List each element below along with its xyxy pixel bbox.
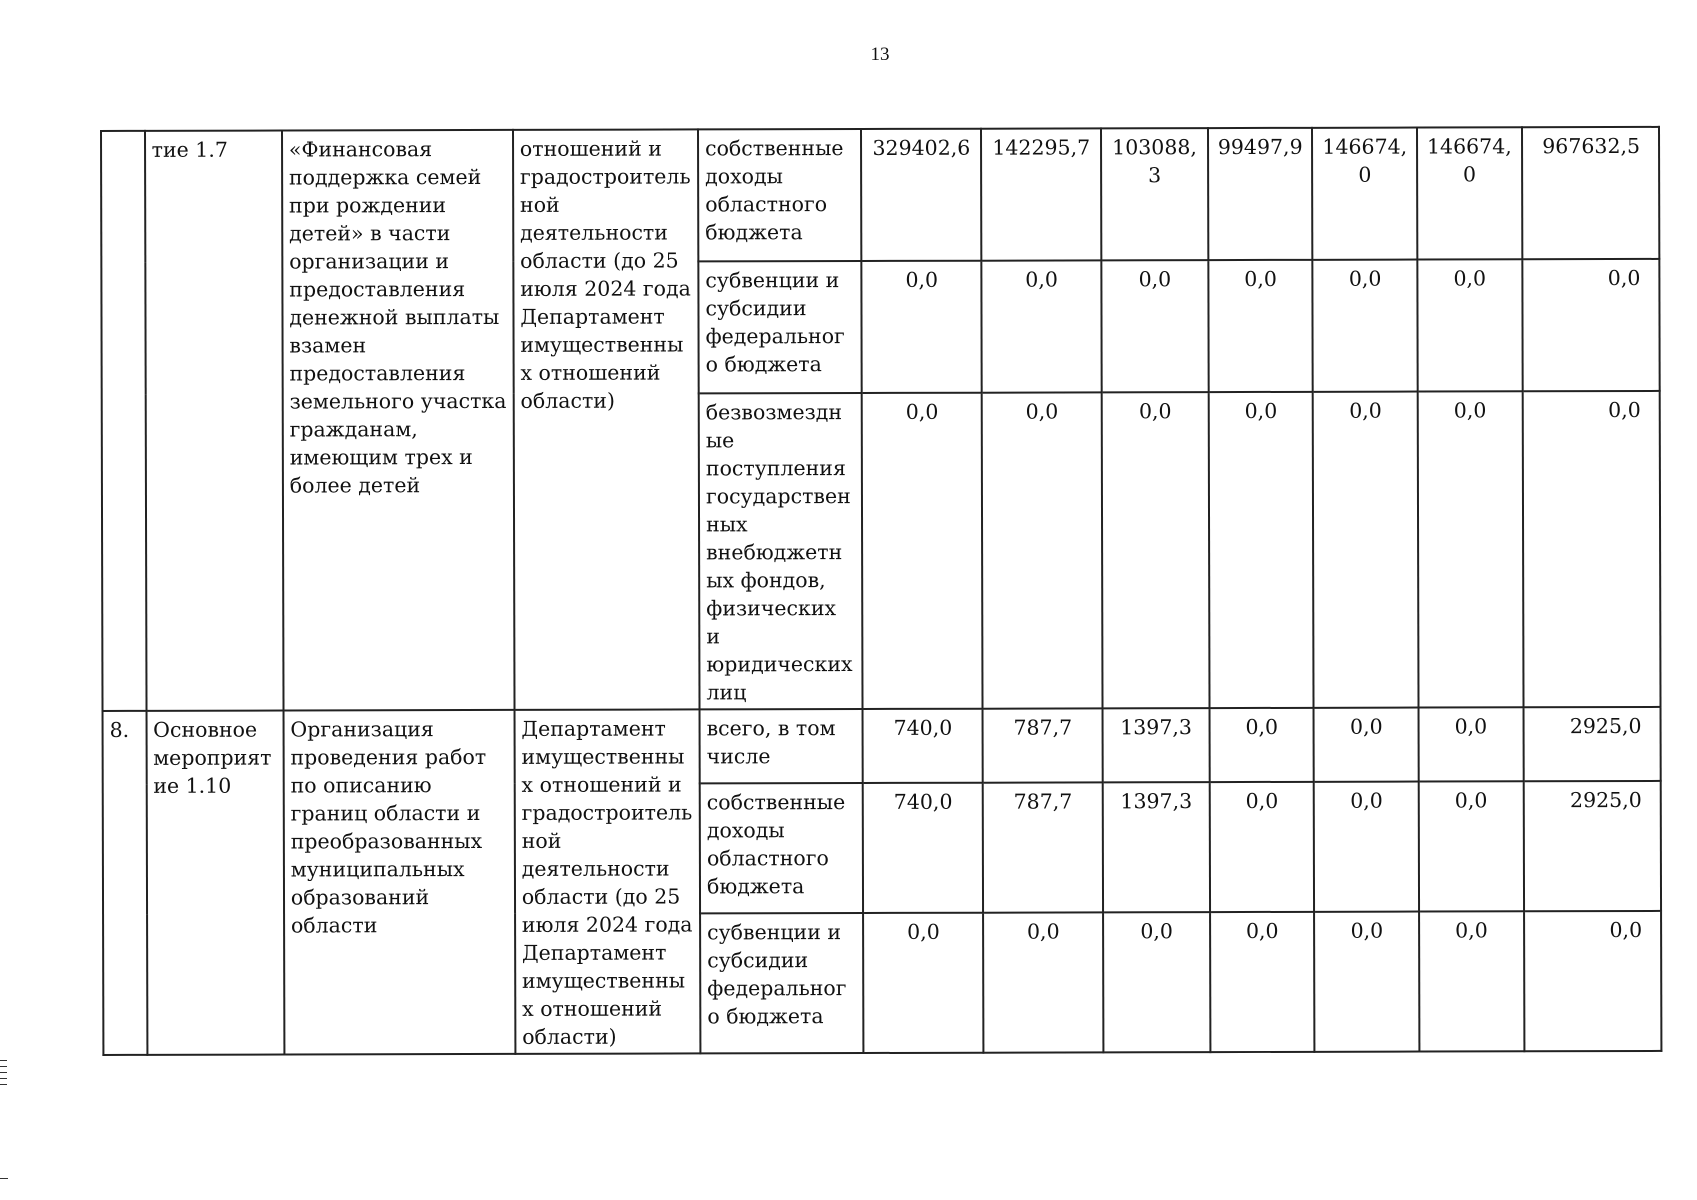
value-cell: 0,0 — [862, 261, 982, 393]
value-cell: 0,0 — [1314, 708, 1419, 783]
total-value-cell: 0,0 — [1524, 911, 1662, 1052]
funding-source-cell: собственные доходы областного бюджета — [700, 783, 864, 913]
value-cell: 146674,0 — [1417, 127, 1522, 259]
value-cell: 0,0 — [1313, 260, 1418, 392]
value-cell: 99497,9 — [1208, 128, 1313, 260]
value-cell: 0,0 — [982, 260, 1102, 392]
funding-source-cell: субвенции и субсидии федерального бюджета — [698, 261, 862, 393]
row-number-cell — [101, 131, 146, 711]
value-cell: 740,0 — [863, 783, 983, 913]
value-cell: 787,7 — [983, 783, 1103, 913]
total-value-cell: 2925,0 — [1523, 707, 1661, 782]
budget-table — [100, 126, 1662, 1056]
total-value-cell: 0,0 — [1522, 259, 1660, 391]
value-cell: 0,0 — [1419, 911, 1524, 1051]
value-cell: 0,0 — [863, 913, 983, 1053]
table-row — [103, 707, 1661, 785]
row-number-cell: 8. — [103, 711, 147, 1055]
executor-cell: Департамент имущественных отношений и градостроительной деятельности области (до 25 июля 2024 года Департамент имущественных отношений области) — [514, 709, 700, 1053]
executor-cell: отношений и градостроительной деятельности области (до 25 июля 2024 года Департамент имущественных отношений области) — [513, 129, 700, 709]
value-cell: 787,7 — [983, 708, 1103, 783]
value-cell: 0,0 — [1208, 260, 1313, 392]
value-cell: 0,0 — [982, 392, 1103, 708]
funding-source-cell: всего, в том числе — [700, 709, 864, 784]
margin-marks — [0, 1060, 8, 1090]
value-cell: 0,0 — [1103, 912, 1210, 1052]
value-cell: 329402,6 — [861, 129, 981, 261]
value-cell: 0,0 — [1313, 392, 1418, 708]
value-cell: 1397,3 — [1103, 708, 1210, 783]
activity-name-cell: тие 1.7 — [145, 131, 284, 711]
table-row — [101, 127, 1659, 263]
value-cell: 0,0 — [983, 912, 1103, 1052]
funding-source-cell: собственные доходы областного бюджета — [698, 129, 862, 261]
total-value-cell: 967632,5 — [1522, 127, 1660, 259]
activity-description-cell: «Финансовая поддержка семей при рождении детей» в части организации и предоставления денежной выплаты взамен предоставления земельного участка гражданам, имеющим трех и более детей — [282, 130, 514, 711]
margin-dash — [0, 1178, 8, 1179]
total-value-cell: 0,0 — [1522, 391, 1660, 707]
activity-name-cell: Основное мероприятие 1.10 — [146, 711, 284, 1055]
value-cell: 1397,3 — [1103, 782, 1210, 912]
value-cell: 103088,3 — [1101, 128, 1208, 260]
page-number: 13 — [870, 44, 890, 65]
total-value-cell: 2925,0 — [1523, 781, 1661, 911]
value-cell: 0,0 — [1419, 782, 1524, 912]
funding-source-cell: субвенции и субсидии федерального бюджета — [700, 913, 864, 1054]
value-cell: 0,0 — [1101, 260, 1208, 392]
value-cell: 0,0 — [1419, 707, 1524, 782]
value-cell: 0,0 — [1210, 782, 1315, 912]
activity-description-cell: Организация проведения работ по описанию границ области и преобразованных муниципальных образований области — [283, 710, 515, 1055]
value-cell: 0,0 — [862, 393, 983, 709]
value-cell: 0,0 — [1315, 911, 1420, 1051]
value-cell: 0,0 — [1210, 912, 1315, 1052]
value-cell: 740,0 — [863, 709, 983, 784]
value-cell: 0,0 — [1209, 392, 1314, 708]
funding-source-cell: безвозмездные поступления государственных внебюджетных фондов, физических и юридических лиц — [699, 393, 863, 709]
value-cell: 146674,0 — [1312, 128, 1417, 260]
value-cell: 142295,7 — [981, 128, 1101, 260]
value-cell: 0,0 — [1209, 708, 1314, 783]
value-cell: 0,0 — [1314, 782, 1419, 912]
value-cell: 0,0 — [1418, 391, 1523, 707]
value-cell: 0,0 — [1102, 392, 1210, 708]
value-cell: 0,0 — [1417, 259, 1522, 391]
